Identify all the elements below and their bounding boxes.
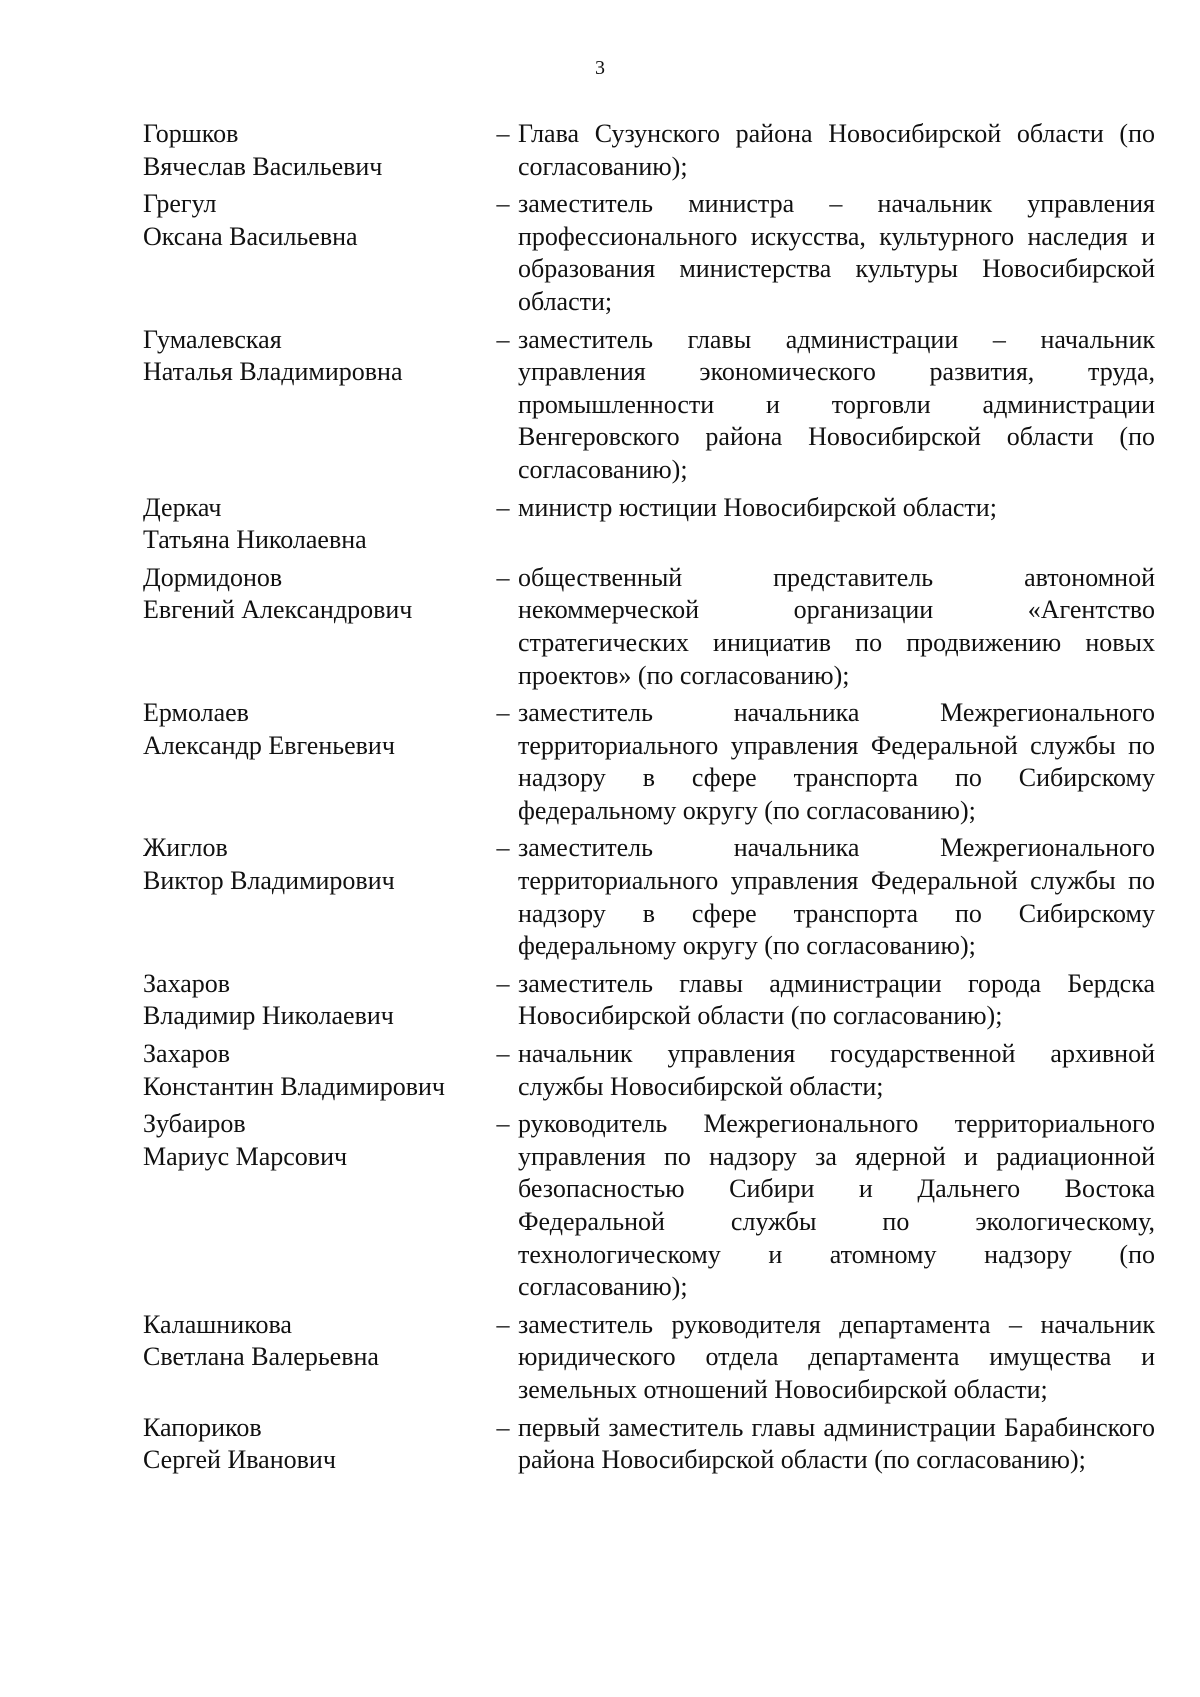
member-surname: Деркач (143, 492, 222, 522)
member-row (143, 1108, 1155, 1304)
member-surname: Капориков (143, 1412, 262, 1442)
dash-separator: – (496, 698, 510, 728)
dash-separator: – (496, 119, 510, 148)
member-name (143, 968, 488, 1033)
member-given-names: Оксана Васильевна (143, 221, 358, 251)
member-name (143, 1309, 488, 1374)
member-given-names: Светлана Валерьевна (143, 1342, 379, 1372)
member-surname: Зубаиров (143, 1109, 246, 1139)
member-name (143, 1038, 488, 1103)
member-name (143, 697, 488, 762)
member-name (143, 1108, 488, 1173)
member-position: заместитель главы администрации города Бердска Новосибирской области (по согласованию); (518, 968, 1155, 1031)
member-position: заместитель руководителя департамента – начальник юридического отдела департамента имущества и земельных отношений Новосибирской области; (518, 1309, 1155, 1404)
dash-separator: – (496, 1309, 510, 1339)
member-row (143, 118, 1155, 183)
dash-separator: – (496, 1109, 510, 1139)
member-given-names: Татьяна Николаевна (143, 525, 367, 555)
member-row (143, 188, 1155, 318)
member-row (143, 832, 1155, 962)
member-name (143, 188, 488, 253)
member-row (143, 968, 1155, 1033)
member-row (143, 492, 1155, 557)
member-row (143, 324, 1155, 487)
member-name (143, 832, 488, 897)
member-row (143, 1412, 1155, 1477)
member-given-names: Александр Евгеньевич (143, 730, 395, 760)
member-surname: Калашникова (143, 1309, 292, 1339)
member-position: общественный представитель автономной некоммерческой организации «Агентство стратегических инициатив по продвижению новых проектов» (по согласованию); (518, 562, 1155, 690)
member-given-names: Мариус Марсович (143, 1141, 348, 1171)
dash-separator: – (496, 1412, 510, 1442)
dash-separator: – (496, 324, 510, 354)
dash-separator: – (496, 1039, 510, 1069)
member-position: заместитель главы администрации – начальник управления экономического развития, труда, промышленности и торговли администрации Венгеровского района Новосибирской области (по согласованию); (518, 324, 1155, 484)
member-surname: Горшков (143, 119, 239, 148)
member-position: первый заместитель главы администрации Барабинского района Новосибирской области (по согласованию); (518, 1412, 1155, 1475)
member-surname: Дормидонов (143, 562, 283, 592)
member-row (143, 697, 1155, 827)
dash-separator: – (496, 833, 510, 863)
member-given-names: Константин Владимирович (143, 1071, 445, 1101)
member-name (143, 1412, 488, 1477)
member-given-names: Владимир Николаевич (143, 1001, 394, 1031)
member-row (143, 562, 1155, 692)
dash-separator: – (496, 492, 510, 522)
member-surname: Жиглов (143, 833, 228, 863)
member-position: заместитель начальника Межрегионального территориального управления Федеральной службы по надзору в сфере транспорта по Сибирскому федеральному округу (по согласованию); (518, 833, 1155, 961)
member-name (143, 562, 488, 627)
member-surname: Захаров (143, 968, 231, 998)
member-position: заместитель министра – начальник управления профессионального искусства, культурного наследия и образования министерства культуры Новосибирской области; (518, 189, 1155, 316)
member-surname: Гумалевская (143, 324, 282, 354)
member-row (143, 1038, 1155, 1103)
member-position: министр юстиции Новосибирской области; (518, 492, 997, 522)
member-name (143, 324, 488, 389)
member-surname: Грегул (143, 189, 217, 219)
member-surname: Ермолаев (143, 698, 249, 728)
member-position: начальник управления государственной архивной службы Новосибирской области; (518, 1039, 1155, 1101)
member-given-names: Наталья Владимировна (143, 357, 403, 387)
member-given-names: Евгений Александрович (143, 595, 413, 625)
member-position: заместитель начальника Межрегионального территориального управления Федеральной службы по надзору в сфере транспорта по Сибирскому федеральному округу (по согласованию); (518, 698, 1155, 825)
page-number: 3 (595, 57, 605, 79)
member-surname: Захаров (143, 1039, 231, 1069)
member-given-names: Виктор Владимирович (143, 866, 395, 896)
member-position: руководитель Межрегионального территориального управления по надзору за ядерной и радиационной безопасностью Сибири и Дальнего Востока Федеральной службы по экологическому, технологическому и атомному надзору (по согласованию); (518, 1109, 1155, 1302)
member-name (143, 118, 488, 183)
dash-separator: – (496, 968, 510, 998)
dash-separator: – (496, 189, 510, 219)
member-name (143, 492, 488, 557)
member-row (143, 1309, 1155, 1407)
dash-separator: – (496, 562, 510, 592)
member-given-names: Сергей Иванович (143, 1445, 336, 1475)
member-given-names: Вячеслав Васильевич (143, 151, 383, 181)
member-position: Глава Сузунского района Новосибирской области (по согласованию); (518, 119, 1155, 181)
member-list (143, 118, 1155, 1482)
